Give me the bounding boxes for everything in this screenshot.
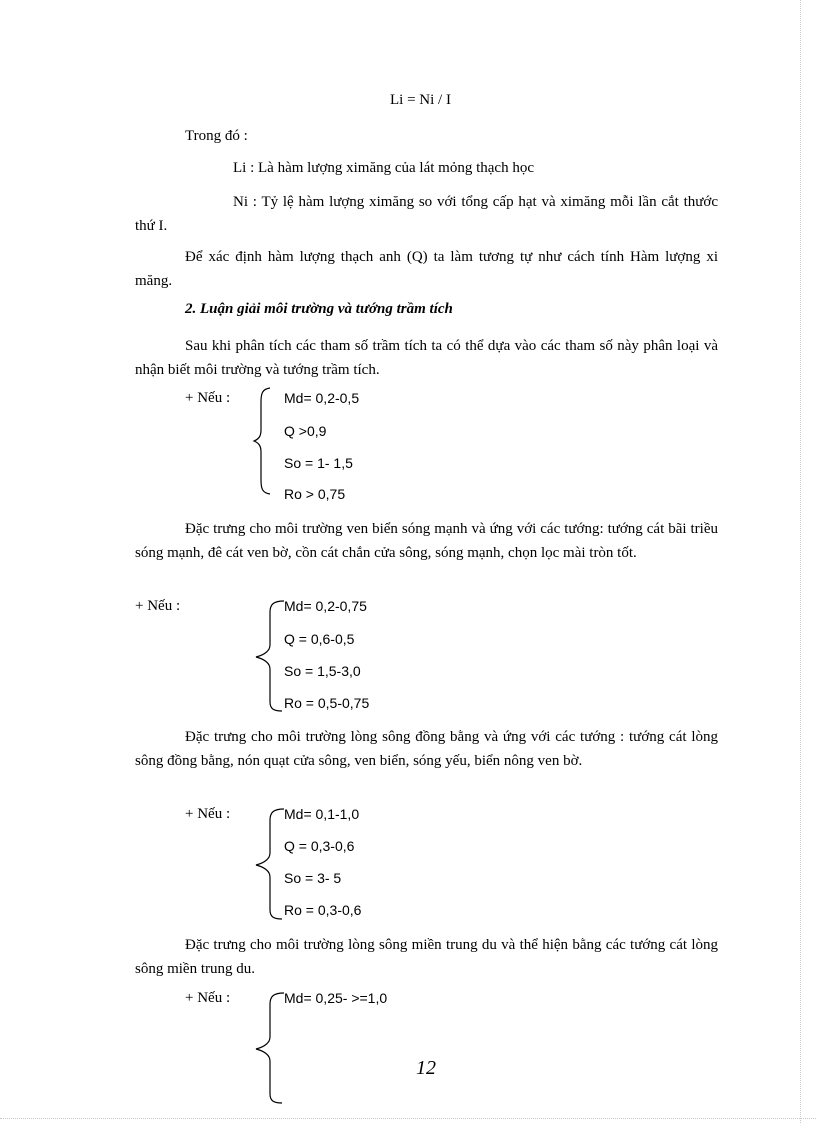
case-1-label: + Nếu : <box>185 390 231 406</box>
case-2-label: + Nếu : <box>135 598 181 614</box>
case-1-condition-so: So = 1- 1,5 <box>284 455 353 471</box>
case-3-description: Đặc trưng cho môi trường lòng sông miền trung du và thể hiện bằng các tướng cát lòng sông miền trung du. <box>135 937 718 977</box>
case-3-condition-md: Md= 0,1-1,0 <box>284 806 360 822</box>
case-1-condition-ro: Ro > 0,75 <box>284 486 346 502</box>
case-2-brace <box>252 598 286 714</box>
case-3-condition-q: Q = 0,3-0,6 <box>284 838 355 854</box>
page-number: 12 <box>416 1057 436 1079</box>
case-3-label: + Nếu : <box>185 806 231 822</box>
case-1-condition-md: Md= 0,2-0,5 <box>284 390 360 406</box>
intro-paragraph: Sau khi phân tích các tham số trầm tích ta có thể dựa vào các tham số này phân loại và nhận biết môi trường và tướng trầm tích. <box>135 338 718 378</box>
formula: Li = Ni / I <box>390 92 451 108</box>
case-2-condition-q: Q = 0,6-0,5 <box>284 631 355 647</box>
section-heading: 2. Luận giải môi trường và tướng trầm tích <box>185 301 453 317</box>
case-4-condition-md: Md= 0,25- >=1,0 <box>284 990 388 1006</box>
case-3-brace <box>252 806 286 922</box>
case-2-description: Đặc trưng cho môi trường lòng sông đồng bằng và ứng với các tướng : tướng cát lòng sông đồng bằng, nón quạt cửa sông, ven biển, sóng yếu, biển nông ven bờ. <box>135 729 718 769</box>
case-3-condition-so: So = 3- 5 <box>284 870 342 886</box>
case-3-condition-ro: Ro = 0,3-0,6 <box>284 902 362 918</box>
case-2-condition-md: Md= 0,2-0,75 <box>284 598 367 614</box>
case-1-description: Đặc trưng cho môi trường ven biển sóng mạnh và ứng với các tướng: tướng cát bãi triều sóng mạnh, đê cát ven bờ, cồn cát chắn cửa sông, sóng mạnh, chọn lọc mài tròn tốt. <box>135 521 718 561</box>
case-1-condition-q: Q >0,9 <box>284 423 327 439</box>
case-2-condition-ro: Ro = 0,5-0,75 <box>284 695 370 711</box>
page-edge-bottom <box>0 1118 816 1119</box>
where-label: Trong đó : <box>185 128 248 144</box>
case-1-brace <box>252 386 274 496</box>
definition-ni: Ni : Tỷ lệ hàm lượng ximăng so với tổng cấp hạt và ximăng mỗi lần cắt thước thứ I. <box>135 194 718 234</box>
definition-li: Li : Là hàm lượng ximăng của lát mỏng thạch học <box>233 160 534 176</box>
quartz-paragraph: Để xác định hàm lượng thạch anh (Q) ta làm tương tự như cách tính Hàm lượng xi măng. <box>135 249 718 289</box>
case-2-condition-so: So = 1,5-3,0 <box>284 663 361 679</box>
page-edge-right <box>800 0 801 1123</box>
case-4-label: + Nếu : <box>185 990 231 1006</box>
case-4-brace <box>252 990 286 1106</box>
